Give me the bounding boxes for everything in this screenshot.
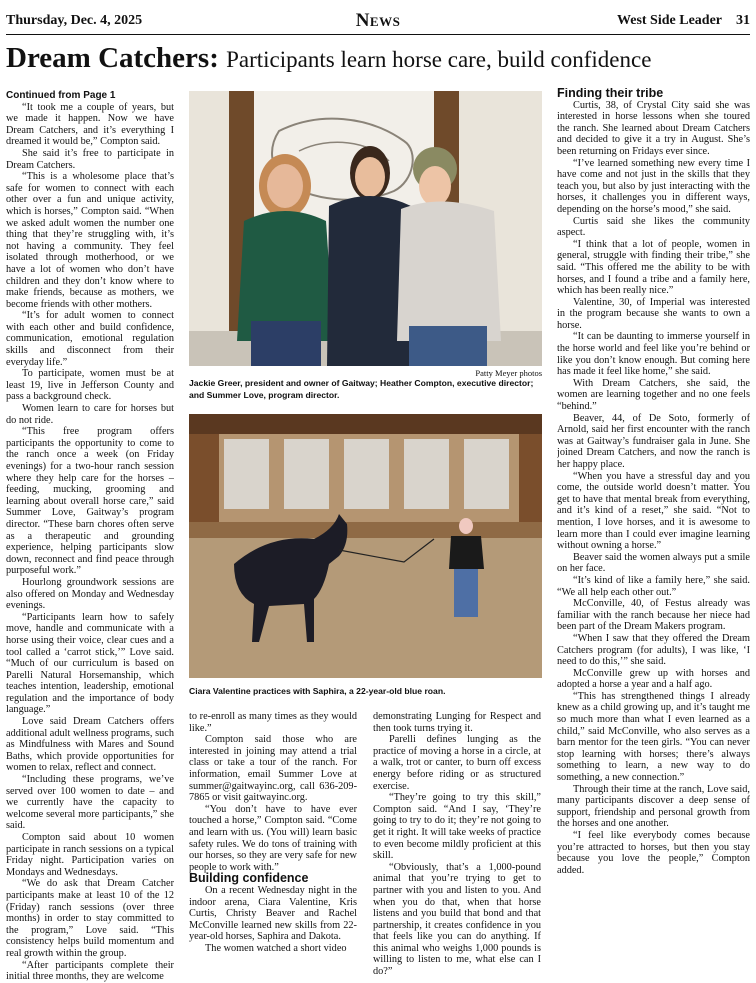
body-paragraph: “After participants complete their initial three months, they are welcome: [6, 959, 174, 983]
body-paragraph: Curtis said she likes the community aspect.: [557, 215, 750, 239]
headline-main: Dream Catchers:: [6, 42, 219, 74]
paper-name: West Side Leader: [617, 13, 722, 28]
body-paragraph: Beaver said the women always put a smile on her face.: [557, 551, 750, 575]
arena-photo-caption: Ciara Valentine practices with Saphira, a 22-year-old blue roan.: [189, 686, 446, 696]
arena-photo: [189, 414, 542, 678]
body-paragraph: “This is a wholesome place that’s safe for women to connect with each other over a fun and unique activity, which is horses,” Compton said. “When we asked adult women the number one thing that they’re struggling with, it’s not having a community. They feel isolated through motherhood, or we have a lot of women who don’t have children and they don’t know where to make friends, because as mothers, we become friends with other mothers.: [6, 171, 174, 310]
page-number: 31: [736, 13, 750, 28]
body-paragraph: “You don’t have to have ever touched a horse,” Compton said. “Come and learn with us. (You will) learn basic safety rules. We do tons of training with our horses, so they are very safe for new people to work with.”: [189, 803, 357, 873]
body-paragraph: “It’s kind of like a family here,” she said. “We all help each other out.”: [557, 574, 750, 598]
body-paragraph: McConville, 40, of Festus already was familiar with the ranch because her niece had been part of the Dream Makers program.: [557, 598, 750, 633]
body-paragraph: “Including these programs, we’ve served over 100 women to date – and we currently have the capacity to welcome several more participants,” she said.: [6, 774, 174, 832]
body-paragraph: Curtis, 38, of Crystal City said she was interested in horse lessons when she toured the ranch. She learned about Dream Catchers and decided to give it a try in August. She’s been returning on Fridays ever since.: [557, 99, 750, 157]
body-paragraph: “They’re going to try this skill,” Compton said. “And I say, ‘They’re going to try to do it; they’re not going to get it right. It will take weeks of practice to even become mildly proficient at this skill.: [373, 792, 541, 862]
body-paragraph: Compton said those who are interested in joining may attend a trial class or take a tour of the ranch. For information, email Summer Love at summer@gaitwayinc.org, call 636-209-7865 or visit gaitwayinc.org.: [189, 734, 357, 804]
article-column-3: [373, 711, 541, 983]
page-header: [6, 11, 750, 33]
staff-photo-image: [189, 91, 542, 366]
body-paragraph: “When I saw that they offered the Dream Catchers program (for adults), I was like, ‘I need to do this,’” she said.: [557, 632, 750, 668]
headline-sub: Participants learn horse care, build confidence: [226, 47, 652, 72]
body-paragraph: Parelli defines lunging as the practice of moving a horse in a circle, at a walk, trot or canter, to burn off excess energy before riding or as structured exercise.: [373, 734, 541, 792]
article-column-2: [189, 711, 357, 983]
body-paragraph: The women watched a short video: [205, 942, 347, 954]
body-paragraph: On a recent Wednesday night in the indoor arena, Ciara Valentine, Kris Curtis, Christy Beaver and Rachel McConville learned new skills from 22-year-old horses, Saphira and Dakota.: [189, 884, 357, 943]
staff-photo: [189, 91, 542, 366]
body-paragraph: “Participants learn how to safely move, handle and communicate with a horse using their voice, clear cues and a tool called a ‘carrot stick,’” Love said. “Much of our curriculum is based on Parelli Natural Horsemanship, which teaches intention, leadership, emotional regulation and the importance of body language.”: [6, 611, 174, 716]
paper-name-and-page: [617, 13, 750, 29]
body-paragraph: “It’s for adult women to connect with each other and build confidence, communication, emotional regulation skills and disconnect from their everyday life.”: [6, 310, 174, 368]
body-paragraph: “When you have a stressful day and you come, the outside world doesn’t matter. You get to have that mental break from everything, and it’s kind of a reset,” she said. “Not to mention, I love horses, and it is awesome to learn more than I could ever imagine learning without owning a horse.”: [557, 470, 750, 552]
section-heading-finding-their-tribe: Finding their tribe: [557, 88, 664, 100]
body-paragraph: Compton said about 10 women participate in ranch sessions on a typical Friday night. Participation varies on Mondays and Wednesdays.: [6, 832, 174, 878]
body-paragraph: “I think that a lot of people, women in general, struggle with finding their tribe,” she said. “This offered me the ability to be with horses, and I found a tribe and a family here, which has been really nice.”: [557, 238, 750, 297]
body-paragraph: “It can be daunting to immerse yourself in the horse world and feel like you’re behind or like you don’t know enough. But coming here has made it feel like home,” she said.: [557, 331, 750, 378]
issue-date: Thursday, Dec. 4, 2025: [6, 13, 143, 28]
body-paragraph: “This free program offers participants the opportunity to come to the ranch once a week (on Friday evenings) for a two-hour ranch session where they help care for the horses – feeding, mucking, grooming and learning about overall horse care,” said Summer Love, Gaitway’s program director. “These barn chores often serve as a therapeutic and grounding experience, helping participants slow down, reconnect and find peace through purposeful work.”: [6, 426, 174, 577]
section-name: News: [355, 10, 401, 31]
photo-credit: Patty Meyer photos: [475, 368, 542, 378]
body-paragraph: She said it’s free to participate in Dream Catchers.: [6, 147, 174, 171]
arena-photo-image: [189, 414, 542, 678]
header-rule: [6, 34, 750, 35]
body-paragraph: With Dream Catchers, she said, the women are learning together and no one feels “behind.”: [557, 377, 750, 413]
section-heading-building-confidence: Building confidence: [189, 871, 309, 886]
body-paragraph: demonstrating Lunging for Respect and then took turns trying it.: [373, 711, 541, 734]
continued-from-label: Continued from Page 1: [6, 90, 116, 101]
body-paragraph: Women learn to care for horses but do not ride.: [6, 403, 174, 426]
staff-photo-caption: Jackie Greer, president and owner of Gaitway; Heather Compton, executive director; and Summer Love, program director.: [189, 378, 534, 400]
body-paragraph: to re-enroll as many times as they would like.”: [189, 711, 357, 734]
article-headline: [6, 40, 750, 78]
body-paragraph: Through their time at the ranch, Love said, many participants discover a deep sense of support, friendship and personal growth from the horses and one another.: [557, 783, 750, 830]
body-paragraph: McConville grew up with horses and adopted a horse a year and a half ago.: [557, 667, 750, 691]
article-column-4: [557, 88, 750, 983]
body-paragraph: Love said Dream Catchers offers additional adult wellness programs, such as Mindfulness with Mares and Sound Baths, which provide opportunities for women to relax, reflect and connect.: [6, 716, 174, 774]
body-paragraph: “I feel like everybody comes because you’re attracted to horses, but then you stay because you love the people,” Compton added.: [557, 830, 750, 876]
body-paragraph: Hourlong groundwork sessions are also offered on Monday and Wednesday evenings.: [6, 576, 174, 612]
body-paragraph: Valentine, 30, of Imperial was interested in the program because she wants to own a horse.: [557, 296, 750, 331]
body-paragraph: To participate, women must be at least 19, live in Jefferson County and pass a background check.: [6, 368, 174, 403]
body-paragraph: “We do ask that Dream Catcher participants make at least 10 of the 12 (Friday) ranch sessions (over three months) in order to stay committed to the program,” Love said. “This consistency helps build momentum and real growth within the group.: [6, 878, 174, 959]
body-paragraph: “It took me a couple of years, but we made it happen. Now we have Dream Catchers, and it’s everything I dreamed it would be,” Compton said.: [6, 101, 174, 148]
body-paragraph: “This has strengthened things I already knew as a child growing up, and it’s taught me so much more than what I even learned as a child,” said McConville, who also serves as a barn mentor for the teen girls. “You can never stop learning with horses; there’s always something to learn, a new way to do something, a new connection.”: [557, 690, 750, 784]
body-paragraph: “Obviously, that’s a 1,000-pound animal that you’re trying to get to partner with you and listen to you. And when you do that, when that horse listens and you build that bond and that partnership, it creates confidence in you that feels like you can do anything. If this animal who weighs 1,000 pounds is willing to listen to me, what else can I do?”: [373, 861, 541, 978]
body-paragraph: “I’ve learned something new every time I have come and not just in the skills that they teach you, but also by just interacting with the horses, it challenges you in different ways, depending on the horse’s mood,” she said.: [557, 157, 750, 215]
body-paragraph: Beaver, 44, of De Soto, formerly of Arnold, said her first encounter with the ranch was at Gaitway’s fundraiser gala in June. She joined Dream Catchers, and now the ranch is her happy place.: [557, 412, 750, 470]
article-column-1: [6, 90, 174, 983]
